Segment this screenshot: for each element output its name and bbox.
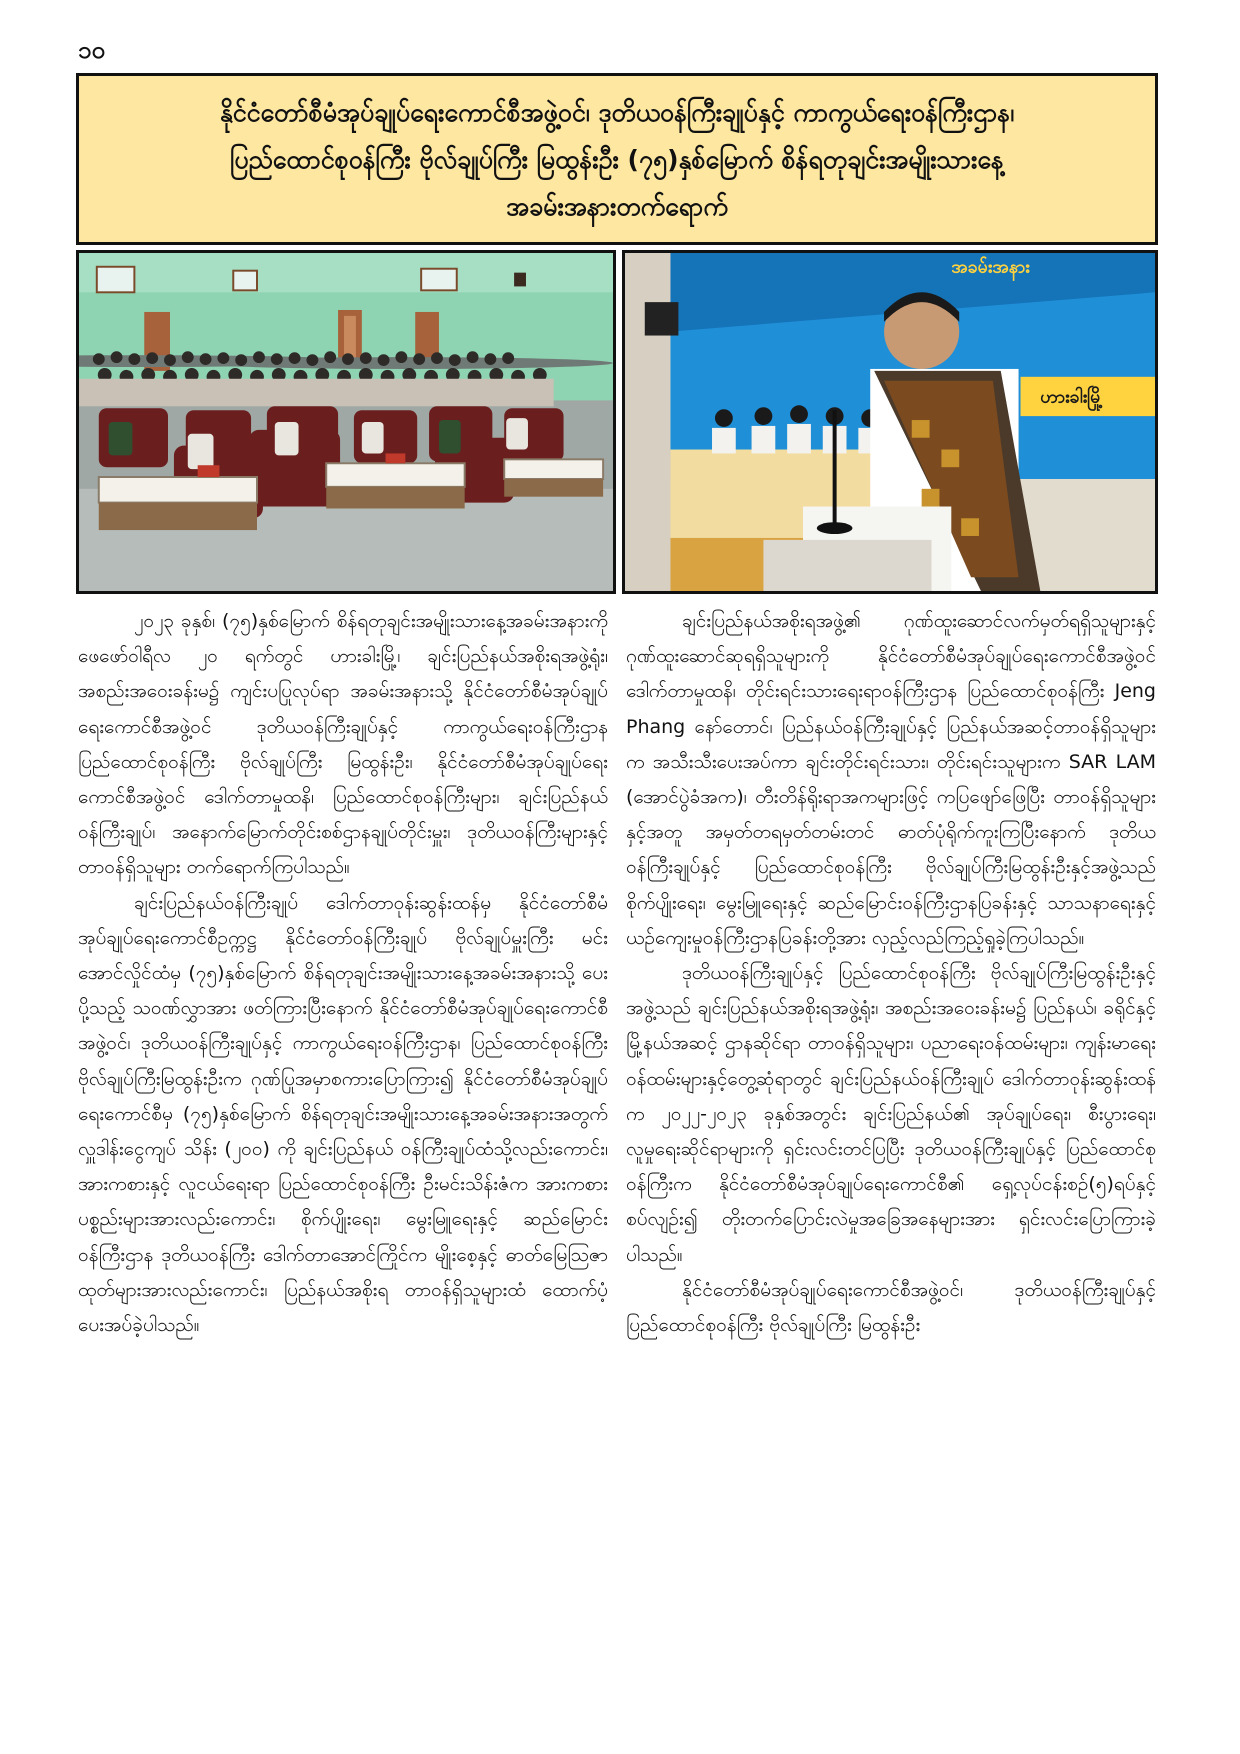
headline-line-3: အခမ်းအနားတက်ရောက် xyxy=(506,191,728,221)
article-left-column xyxy=(78,604,608,1343)
headline-line-1: နိုင်ငံတော်စီမံအုပ်ချုပ်ရေးကောင်စီအဖွဲ့ဝင်၊ ဒုတိယဝန်ကြီးချုပ်နှင့် ကာကွယ်ရေးဝန်ကြီးဌာန၊ xyxy=(219,97,1015,127)
backdrop-banner-text-bottom: ဟားခါးမြို့ xyxy=(1040,387,1104,408)
paragraph: ချင်းပြည်နယ်ဝန်ကြီးချုပ် ဒေါက်တာဝုန်းဆွန်းထန်မှ နိုင်ငံတော်စီမံအုပ်ချုပ်ရေးကောင်စီဥက္ကဋ္ဌ နိုင်ငံတော်ဝန်ကြီးချုပ် ဗိုလ်ချုပ်မှူးကြီး မင်းအောင်လှိုင်ထံမှ (၇၅)နှစ်မြောက် စိန်ရတုချင်းအမျိုးသားနေ့အခမ်းအနားသို့ ပေးပို့သည့် သဝဏ်လွှာအား ဖတ်ကြားပြီးနောက် နိုင်ငံတော်စီမံအုပ်ချုပ်ရေးကောင်စီအဖွဲ့ဝင်၊ ဒုတိယဝန်ကြီးချုပ်နှင့် ကာကွယ်ရေးဝန်ကြီးဌာန၊ ပြည်ထောင်စုဝန်ကြီး ဗိုလ်ချုပ်ကြီးမြထွန်းဦးက ဂုဏ်ပြုအမှာစကားပြောကြား၍ နိုင်ငံတော်စီမံအုပ်ချုပ်ရေးကောင်စီမှ (၇၅)နှစ်မြောက် စိန်ရတုချင်းအမျိုးသားနေ့အခမ်းအနားအတွက် လှူဒါန်းငွေကျပ် သိန်း (၂၀၀) ကို ချင်းပြည်နယ် ဝန်ကြီးချုပ်ထံသို့လည်းကောင်း၊ အားကစားနှင့် လူငယ်ရေးရာ ပြည်ထောင်စုဝန်ကြီး ဦးမင်းသိန်းဇံက အားကစားပစ္စည်းများအားလည်းကောင်း၊ စိုက်ပျိုးရေး၊ မွေးမြူရေးနှင့် ဆည်မြောင်းဝန်ကြီးဌာန ဒုတိယဝန်ကြီး ဒေါက်တာအောင်ကြိုင်က မျိုးစေ့နှင့် ဓာတ်မြေဩဇာထုတ်များအားလည်းကောင်း၊ ပြည်နယ်အစိုးရ တာဝန်ရှိသူများထံ ထောက်ပံ့ပေးအပ်ခဲ့ပါသည်။ xyxy=(78,891,608,1337)
headline-line-2: ပြည်ထောင်စုဝန်ကြီး ဗိုလ်ချုပ်ကြီး မြထွန်းဦး (၇၅)နှစ်မြောက် စိန်ရတုချင်းအမျိုးသားနေ့ xyxy=(230,144,1004,174)
speaker-podium-illustration xyxy=(625,253,1155,591)
audience-hall-illustration xyxy=(79,253,613,591)
page-number: ၁၀ xyxy=(78,36,105,64)
article-right-column xyxy=(626,604,1156,1343)
paragraph: ၂၀၂၃ ခုနှစ်၊ (၇၅)နှစ်မြောက် စိန်ရတုချင်းအမျိုးသားနေ့အခမ်းအနားကို ဖေဖော်ဝါရီလ ၂၀ ရက်တွင် ဟားခါးမြို့၊ ချင်းပြည်နယ်အစိုးရအဖွဲ့ရုံး၊ အစည်းအဝေးခန်းမ၌ ကျင်းပပြုလုပ်ရာ အခမ်းအနားသို့ နိုင်ငံတော်စီမံအုပ်ချုပ်ရေးကောင်စီအဖွဲ့ဝင် ဒုတိယဝန်ကြီးချုပ်နှင့် ကာကွယ်ရေးဝန်ကြီးဌာန ပြည်ထောင်စုဝန်ကြီး ဗိုလ်ချုပ်ကြီး မြထွန်းဦး၊ နိုင်ငံတော်စီမံအုပ်ချုပ်ရေးကောင်စီအဖွဲ့ဝင် ဒေါက်တာမှုထနိ၊ ပြည်ထောင်စုဝန်ကြီးများ၊ ချင်းပြည်နယ်ဝန်ကြီးချုပ်၊ အနောက်မြောက်တိုင်းစစ်ဌာနချုပ်တိုင်းမှူး၊ ဒုတိယဝန်ကြီးများနှင့် တာဝန်ရှိသူများ တက်ရောက်ကြပါသည်။ xyxy=(78,610,608,879)
speaker-podium-photo xyxy=(622,250,1158,594)
paragraph: နိုင်ငံတော်စီမံအုပ်ချုပ်ရေးကောင်စီအဖွဲ့ဝင်၊ ဒုတိယဝန်ကြီးချုပ်နှင့် ပြည်ထောင်စုဝန်ကြီး ဗိုလ်ချုပ်ကြီး မြထွန်းဦး xyxy=(626,1278,1156,1337)
paragraph: ချင်းပြည်နယ်အစိုးရအဖွဲ့၏ ဂုဏ်ထူးဆောင်လက်မှတ်ရရှိသူများနှင့် ဂုဏ်ထူးဆောင်ဆုရရှိသူများကို နိုင်ငံတော်စီမံအုပ်ချုပ်ရေးကောင်စီအဖွဲ့ဝင် ဒေါက်တာမှုထနိ၊ တိုင်းရင်းသားရေးရာဝန်ကြီးဌာန ပြည်ထောင်စုဝန်ကြီး Jeng Phang နော်တောင်၊ ပြည်နယ်ဝန်ကြီးချုပ်နှင့် ပြည်နယ်အဆင့်တာဝန်ရှိသူများက အသီးသီးပေးအပ်ကာ ချင်းတိုင်းရင်းသား၊ တိုင်းရင်းသူများက SAR LAM (အောင်ပွဲခံအက)၊ တီးတိန်ရိုးရာအကများဖြင့် ကပြဖျော်ဖြေပြီး တာဝန်ရှိသူများနှင့်အတူ အမှတ်တရမှတ်တမ်းတင် ဓာတ်ပုံရိုက်ကူးကြပြီးနောက် ဒုတိယဝန်ကြီးချုပ်နှင့် ပြည်ထောင်စုဝန်ကြီး ဗိုလ်ချုပ်ကြီးမြထွန်းဦးနှင့်အဖွဲ့သည် စိုက်ပျိုးရေး၊ မွေးမြူရေးနှင့် ဆည်မြောင်းဝန်ကြီးဌာနပြခန်းနှင့် သာသနာရေးနှင့် ယဉ်ကျေးမှုဝန်ကြီးဌာနပြခန်းတို့အား လှည့်လည်ကြည့်ရှုခဲ့ကြပါသည်။ xyxy=(626,610,1156,949)
audience-hall-photo xyxy=(76,250,616,594)
backdrop-banner-text-top: အခမ်းအနား xyxy=(951,257,1030,278)
headline-box xyxy=(76,73,1158,245)
paragraph: ဒုတိယဝန်ကြီးချုပ်နှင့် ပြည်ထောင်စုဝန်ကြီး ဗိုလ်ချုပ်ကြီးမြထွန်းဦးနှင့်အဖွဲ့သည် ချင်းပြည်နယ်အစိုးရအဖွဲ့ရုံး၊ အစည်းအဝေးခန်းမ၌ ပြည်နယ်၊ ခရိုင်နှင့် မြို့နယ်အဆင့် ဌာနဆိုင်ရာ တာဝန်ရှိသူများ၊ ပညာရေးဝန်ထမ်းများ၊ ကျန်းမာရေးဝန်ထမ်းများနှင့်တွေ့ဆုံရာတွင် ချင်းပြည်နယ်ဝန်ကြီးချုပ် ဒေါက်တာဝုန်းဆွန်းထန်က ၂၀၂၂-၂၀၂၃ ခုနှစ်အတွင်း ချင်းပြည်နယ်၏ အုပ်ချုပ်ရေး၊ စီးပွားရေး၊ လူမှုရေးဆိုင်ရာများကို ရှင်းလင်းတင်ပြပြီး ဒုတိယဝန်ကြီးချုပ်နှင့် ပြည်ထောင်စုဝန်ကြီးက နိုင်ငံတော်စီမံအုပ်ချုပ်ရေးကောင်စီ၏ ရှေ့လုပ်ငန်းစဉ်(၅)ရပ်နှင့်စပ်လျဉ်း၍ တိုးတက်ပြောင်းလဲမှုအခြေအနေများအား ရှင်းလင်းပြောကြားခဲ့ပါသည်။ xyxy=(626,962,1156,1266)
